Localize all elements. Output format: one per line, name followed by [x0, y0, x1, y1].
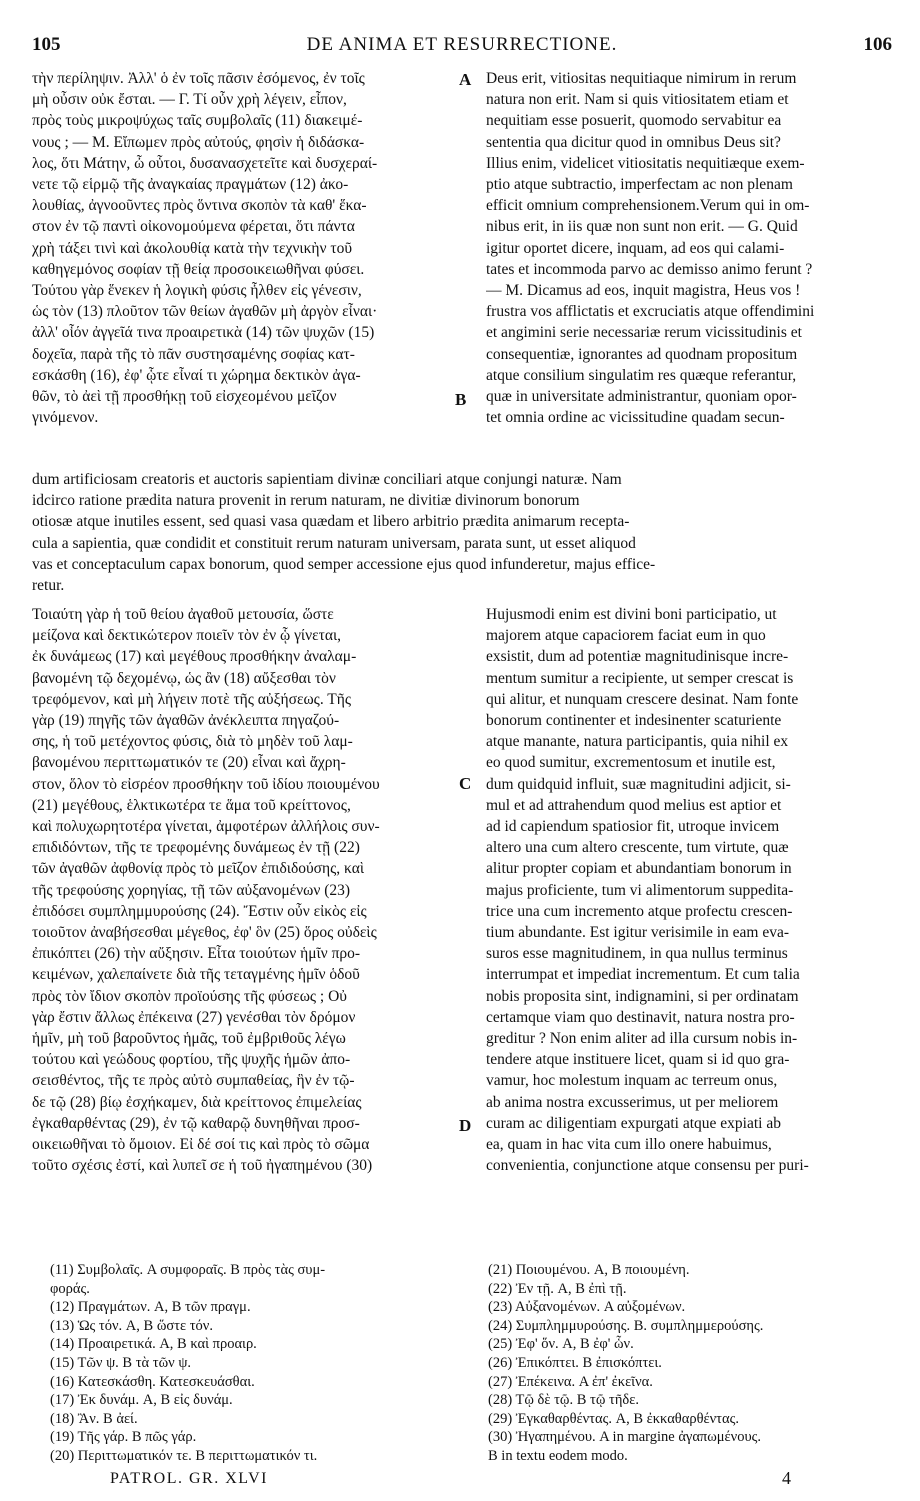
latin-text-line: dum artificiosam creatoris et auctoris sapientiam divinæ conciliari atque conjungi naturæ. Nam	[32, 471, 622, 488]
latin-text-line: Hujusmodi enim est divini boni participatio, ut	[486, 606, 777, 623]
footnote-line: (21) Ποιουμένου. A, B ποιουμένη.	[488, 1262, 690, 1278]
latin-text-line: cula a sapientia, quæ condidit et constituit rerum naturam universam, parata sunt, ut esset aliquod	[32, 534, 636, 552]
footnote-line: B in textu eodem modo.	[488, 1447, 628, 1464]
latin-text-line: — M. Dicamus ad eos, inquit magistra, Heus vos !	[486, 282, 801, 300]
greek-text-line: τῆς τρεφούσης χορηγίας, τῇ τῶν αὐξανομένων (23)	[32, 881, 351, 899]
greek-text-line: τρεφόμενον, καὶ μὴ λήγειν ποτὲ τῆς αὐξήσεως. Τῆς	[32, 690, 351, 708]
footnote-line: (29) Ἐγκαθαρθέντας. A, B ἐκκαθαρθέντας.	[488, 1410, 739, 1427]
footnote-line: φοράς.	[50, 1280, 90, 1297]
greek-text-line: βανομένου περιττωματικόν τε (20) εἶναι καὶ ἄχρη-	[32, 754, 346, 772]
latin-column-top	[486, 68, 896, 428]
latin-text-line: mentum sumitur a recipiente, ut semper crescat is	[486, 669, 794, 687]
margin-letter-a: A	[459, 70, 472, 89]
greek-text-line: θῶν, τὸ ἀεὶ τῇ προσθήκῃ τοῦ εἰσχεομένου μεῖζον	[32, 388, 337, 406]
latin-text-line: greditur ? Non enim aliter ad illa cursum nobis in-	[486, 1030, 798, 1048]
greek-column-top	[32, 68, 457, 428]
footnote-line: (25) Ἐφ' ὅν. A, B ἐφ' ὧν.	[488, 1336, 634, 1353]
footnote-line: (28) Τῷ δὲ τῷ. B τῷ τῆδε.	[488, 1392, 639, 1409]
latin-text-line: nobis proposita sint, indignamini, si per ordinatam	[486, 987, 799, 1005]
greek-text-line: ἐκ δυνάμεως (17) καὶ μεγέθους προσθήκην ἀναλαμ-	[32, 648, 357, 666]
latin-text-line: majorem atque capaciorem faciat eum in quo	[486, 627, 766, 645]
footnote-line: (18) Ἂν. B ἀεί.	[50, 1410, 138, 1427]
latin-text-line: sententia qua dicitur quod in omnibus Deus sit?	[486, 133, 781, 151]
latin-text-line: igitur oportet dicere, inquam, ad eos qui calami-	[486, 239, 785, 257]
greek-text-line: νους ; — Μ. Εἴπωμεν πρὸς αὐτούς, φησὶν ἡ διδάσκα-	[32, 133, 365, 151]
greek-text-line: Τούτου γὰρ ἕνεκεν ἡ λογικὴ φύσις ἦλθεν εἰς γένεσιν,	[32, 282, 362, 300]
footnote-line: (19) Τῆς γάρ. B πῶς γάρ.	[50, 1429, 197, 1446]
margin-letter-c: C	[459, 774, 472, 793]
page-number-left: 105	[32, 34, 61, 55]
greek-text-line: κειμένων, χαλεπαίνετε διὰ τῆς τεταγμένης ἡμῖν ὁδοῦ	[32, 966, 360, 984]
footnote-line: (12) Πραγμάτων. A, B τῶν πραγμ.	[50, 1299, 251, 1316]
greek-text-line: σης, ἡ τοῦ μετέχοντος φύσις, διὰ τὸ μηδὲν τοῦ λαμ-	[32, 733, 353, 751]
latin-text-line: mul et ad attrahendum quod melius est aptior et	[486, 796, 782, 814]
margin-letter-d: D	[459, 1116, 472, 1135]
latin-text-line: consequentiæ, ignorantes ad quodnam propositum	[486, 345, 798, 363]
greek-text-line: ἐγκαθαρθέντας (29), ἐν τῷ καθαρῷ δυνηθῆναι προσ-	[32, 1114, 360, 1132]
footnote-line: (27) Ἐπέκεινα. A ἐπ' ἐκεῖνα.	[488, 1373, 653, 1390]
latin-text-line: exsistit, dum ad potentiæ magnitudinisque incre-	[486, 648, 789, 666]
footnote-line: (20) Περιττωματικόν τε. B περιττωματικόν τι.	[50, 1447, 318, 1464]
greek-text-line: πρὸς τοὺς μικροψύχως ταῖς συμβολαῖς (11) διακειμέ-	[32, 112, 363, 130]
latin-text-line: suros esse magnitudinem, in qua nullus terminus	[486, 945, 788, 963]
greek-text-line: λος, ὅτι Μάτην, ὦ οὗτοι, δυσανασχετεῖτε καὶ δυσχεραί-	[32, 154, 378, 172]
greek-text-line: Τοιαύτη γὰρ ἡ τοῦ θείου ἀγαθοῦ μετουσία, ὥστε	[32, 606, 334, 623]
latin-text-line: altero una cum altero crescente, tum virtute, quæ	[486, 839, 789, 857]
footnote-line: (22) Ἐν τῇ. A, B ἐπὶ τῇ.	[488, 1280, 627, 1297]
greek-text-line: γὰρ ἔστιν ἄλλως ἐπέκεινα (27) γενέσθαι τὸν δρόμον	[32, 1008, 356, 1026]
latin-text-line: certamque viam quo destinavit, natura nostra pro-	[486, 1008, 795, 1026]
greek-text-line: δοχεῖα, παρὰ τῆς τὸ πᾶν συστησαμένης σοφίας κατ-	[32, 345, 355, 363]
latin-text-line: nibus erit, in iis quæ non sunt non erit. — G. Quid	[486, 218, 798, 236]
latin-text-line: trice una cum incremento atque profectu crescen-	[486, 902, 793, 920]
latin-text-line: vamur, hoc molestum inquam ac terreum onus,	[486, 1072, 778, 1090]
footnote-line: (16) Κατεσκάσθη. Κατεσκευάσθαι.	[50, 1373, 255, 1390]
greek-text-line: λουθίας, ἀγνοοῦντες πρὸς ὅντινα σκοπὸν τὰ καθ' ἕκα-	[32, 197, 367, 215]
latin-text-line: tendere atque instituere licet, quam si id quo gra-	[486, 1051, 790, 1069]
footnote-line: (24) Συμπλημμυρούσης. B. συμπλημμερούσης.	[488, 1317, 764, 1334]
greek-text-line: στον ἐν τῷ παντὶ οἰκονομούμενα φέρεται, ὅτι πάντα	[32, 218, 355, 236]
latin-text-line: ad id capiendum spatiosior fit, utroque invicem	[486, 818, 780, 836]
footnote-line: (26) Ἐπικόπτει. B ἐπισκόπτει.	[488, 1354, 662, 1371]
latin-text-line: qui alitur, et nunquam crescere desinat. Nam fonte	[486, 690, 799, 708]
greek-text-line: ἀλλ' οἷόν ἀγγεῖά τινα προαιρετικὰ (14) τῶν ψυχῶν (15)	[32, 324, 375, 342]
greek-text-line: γινόμενον.	[32, 409, 99, 427]
greek-text-line: οικειωθῆναι τὸ ὅμοιον. Εἰ δέ σοί τις καὶ πρὸς τὸ σῶμα	[32, 1136, 370, 1154]
latin-text-line: interrumpat et impediat incrementum. Et cum talia	[486, 966, 800, 984]
latin-text-line: alitur propter copiam et abundantiam bonorum in	[486, 860, 792, 878]
greek-text-line: δε τῷ (28) βίῳ ἐσχήκαμεν, διὰ κρείττονος ἐπιμελείας	[32, 1093, 362, 1111]
footer-sheet-number: 4	[782, 1468, 791, 1488]
page-number-right: 106	[863, 34, 892, 55]
greek-text-line: σεισθέντος, τῆς τε πρὸς αὐτὸ συμπαθείας, ἣν ἐν τῷ-	[32, 1072, 355, 1090]
latin-text-line: dum quidquid influit, suæ magnitudini adjicit, si-	[486, 775, 791, 793]
greek-text-line: καθηγεμόνος σοφίαν τῇ θείᾳ προσοικειωθῆναι φύσει.	[32, 260, 365, 278]
latin-text-line: atque consilium singulatim res quæque referantur,	[486, 366, 797, 384]
latin-text-line: quæ in universitate administrantur, quoniam opor-	[486, 388, 797, 406]
greek-text-line: στον, ὅλον τὸ εἰσρέον προσθήκην τοῦ ἰδίου ποιουμένου	[32, 775, 380, 793]
footnote-line: (13) Ὡς τόν. A, B ὥστε τόν.	[50, 1317, 213, 1334]
greek-text-line: τῶν ἀγαθῶν ἀφθονίᾳ πρὸς τὸ μεῖζον ἐπιδιδούσης, καὶ	[32, 860, 364, 878]
greek-text-line: επιδιδόντων, τῆς τε τρεφομένης δυνάμεως ἐν τῇ (22)	[32, 839, 360, 857]
greek-text-line: τοιοῦτον ἀναβήσεσθαι μέγεθος, ἐφ' ὃν (25) ὅρος οὐδεὶς	[32, 924, 377, 942]
latin-text-line: Illius enim, videlicet vitiositatis nequitiæque exem-	[486, 154, 805, 172]
greek-text-line: ὡς τὸν (13) πλοῦτον τῶν θείων ἀγαθῶν μὴ ἀργὸν εἶναι·	[32, 303, 378, 321]
latin-text-line: ea, quam in hac vita cum illo onere habuimus,	[486, 1136, 772, 1154]
footnotes-right	[488, 1261, 898, 1466]
latin-text-line: frustra vos afflictatis et excruciatis atque offendimini	[486, 303, 815, 321]
footnote-line: (30) Ἠγαπημένου. A in margine ἀγαπωμένους.	[488, 1429, 762, 1446]
footnote-line: (17) Ἐκ δυνάμ. A, B εἰς δυνάμ.	[50, 1392, 233, 1409]
greek-text-line: ἐπιδόσει συμπλημμυρούσης (24). Ἔστιν οὖν εἰκὸς εἰς	[32, 902, 367, 920]
latin-text-line: vas et conceptaculum capax bonorum, quod semper accessione ejus quod infunderetur, majus effice-	[32, 555, 656, 573]
greek-text-line: (21) μεγέθους, ἑλκτικωτέρα τε ἅμα τοῦ κρείττονος,	[32, 796, 351, 814]
greek-text-line: ἡμῖν, μὴ τοῦ βαροῦντος ἡμᾶς, τοῦ ἐμβριθοῦς λέγω	[32, 1030, 346, 1048]
latin-text-line: tet omnia ordine ac vicissitudine quadam secun-	[486, 409, 785, 427]
footnote-line: (11) Συμβολαῖς. A συμφοραῖς. B πρὸς τὰς συμ-	[50, 1262, 326, 1278]
latin-text-line: atque manante, natura participantis, quia nihil ex	[486, 733, 789, 751]
latin-text-line: Deus erit, vitiositas nequitiaque nimirum in rerum	[486, 70, 797, 87]
footnote-line: (14) Προαιρετικά. A, B καὶ προαιρ.	[50, 1336, 257, 1353]
latin-text-line: nequitiam esse posuerit, quomodo servabitur ea	[486, 112, 782, 130]
latin-text-line: natura non erit. Nam si quis vitiositatem etiam et	[486, 91, 789, 109]
latin-text-line: tates et incommoda parvo ac demisso animo ferunt ?	[486, 260, 813, 278]
latin-text-line: curam ac diligentiam expurgati atque expiati ab	[486, 1114, 781, 1132]
latin-text-line: eo quod sumitur, excrementosum et inutile est,	[486, 754, 776, 772]
greek-text-line: τὴν περίληψιν. Ἀλλ' ὁ ἐν τοῖς πᾶσιν ἐσόμενος, ἐν τοῖς	[32, 70, 365, 87]
latin-text-line: bonorum continenter et indesinenter scaturiente	[486, 712, 782, 730]
greek-text-line: καὶ πολυχωρητοτέρα γίνεται, ἀμφοτέρων ἀλλήλοις συν-	[32, 818, 380, 836]
latin-text-line: et angimini serie necessariæ rerum vicissitudinis et	[486, 324, 802, 342]
running-title: DE ANIMA ET RESURRECTIONE.	[306, 34, 618, 55]
greek-text-line: τοῦτο σχέσις ἐστί, καὶ λυπεῖ σε ἡ τοῦ ἠγαπημένου (30)	[32, 1157, 373, 1175]
greek-text-line: νετε τῷ εἱρμῷ τῆς ἀναγκαίας πραγμάτων (12) ἀκο-	[32, 176, 349, 194]
greek-text-line: ἐπικόπτει (26) τὴν αὔξησιν. Εἶτα τοιούτων ἡμῖν προ-	[32, 945, 361, 963]
greek-text-line: πρὸς τὸν ἴδιον σκοπὸν προϊούσης τῆς φύσεως ; Οὐ	[32, 987, 347, 1005]
greek-column-bottom	[32, 604, 457, 1176]
latin-text-line: idcirco ratione prædita natura provenit in rerum naturam, ne divitiæ divinorum bonorum	[32, 492, 580, 510]
latin-text-line: ptio atque subtractio, imperfectam ac non plenam	[486, 176, 793, 194]
footnote-line: (15) Τῶν ψ. B τὰ τῶν ψ.	[50, 1354, 192, 1371]
margin-letter-b: B	[455, 390, 467, 409]
greek-text-line: μείζονα καὶ δεκτικώτερον ποιεῖν τὸν ἐν ᾧ γίνεται,	[32, 627, 342, 645]
footnotes-left	[50, 1261, 470, 1466]
greek-text-line: βανομένη τῷ δεχομένῳ, ὡς ἂν (18) αὔξεσθαι τὸν	[32, 669, 336, 687]
greek-text-line: εσκάσθη (16), ἐφ' ᾧτε εἶναί τι χώρημα δεκτικὸν ἀγα-	[32, 366, 361, 384]
latin-text-line: retur.	[32, 577, 65, 595]
footer-signature: PATROL. GR. XLVI	[110, 1470, 268, 1487]
footnote-line: (23) Αὐξανομένων. A αὐξομένων.	[488, 1299, 686, 1316]
latin-text-line: tium abundante. Est igitur verisimile in eam eva-	[486, 924, 790, 942]
latin-text-line: efficit omnium comprehensionem.Verum qui in om-	[486, 197, 810, 215]
greek-text-line: γὰρ (19) πηγῆς τῶν ἀγαθῶν ἀνέκλειπτα πηγαζού-	[32, 712, 340, 730]
latin-column-bottom	[486, 604, 896, 1176]
greek-text-line: μὴ οὖσιν οὐκ ἔσται. — Γ. Τί οὖν χρὴ λέγειν, εἶπον,	[32, 91, 347, 109]
latin-text-line: ab anima nostra excusserimus, ut per meliorem	[486, 1093, 779, 1111]
latin-text-line: majus proficiente, tum vi alimentorum suppedita-	[486, 881, 794, 899]
greek-text-line: χρὴ τάξει τινὶ καὶ ἀκολουθίᾳ κατὰ τὴν τεχνικὴν τοῦ	[32, 239, 353, 257]
greek-text-line: τούτου καὶ γεώδους φορτίου, τῆς ψυχῆς ἡμῶν ἀπο-	[32, 1051, 351, 1069]
latin-text-line: convenientia, conjunctione atque consensu per puri-	[486, 1157, 809, 1175]
page-header	[32, 34, 892, 60]
latin-full-width	[32, 469, 892, 596]
latin-text-line: otiosæ atque inutiles essent, sed quasi vasa quædam et libero arbitrio prædita animarum recepta-	[32, 513, 630, 531]
